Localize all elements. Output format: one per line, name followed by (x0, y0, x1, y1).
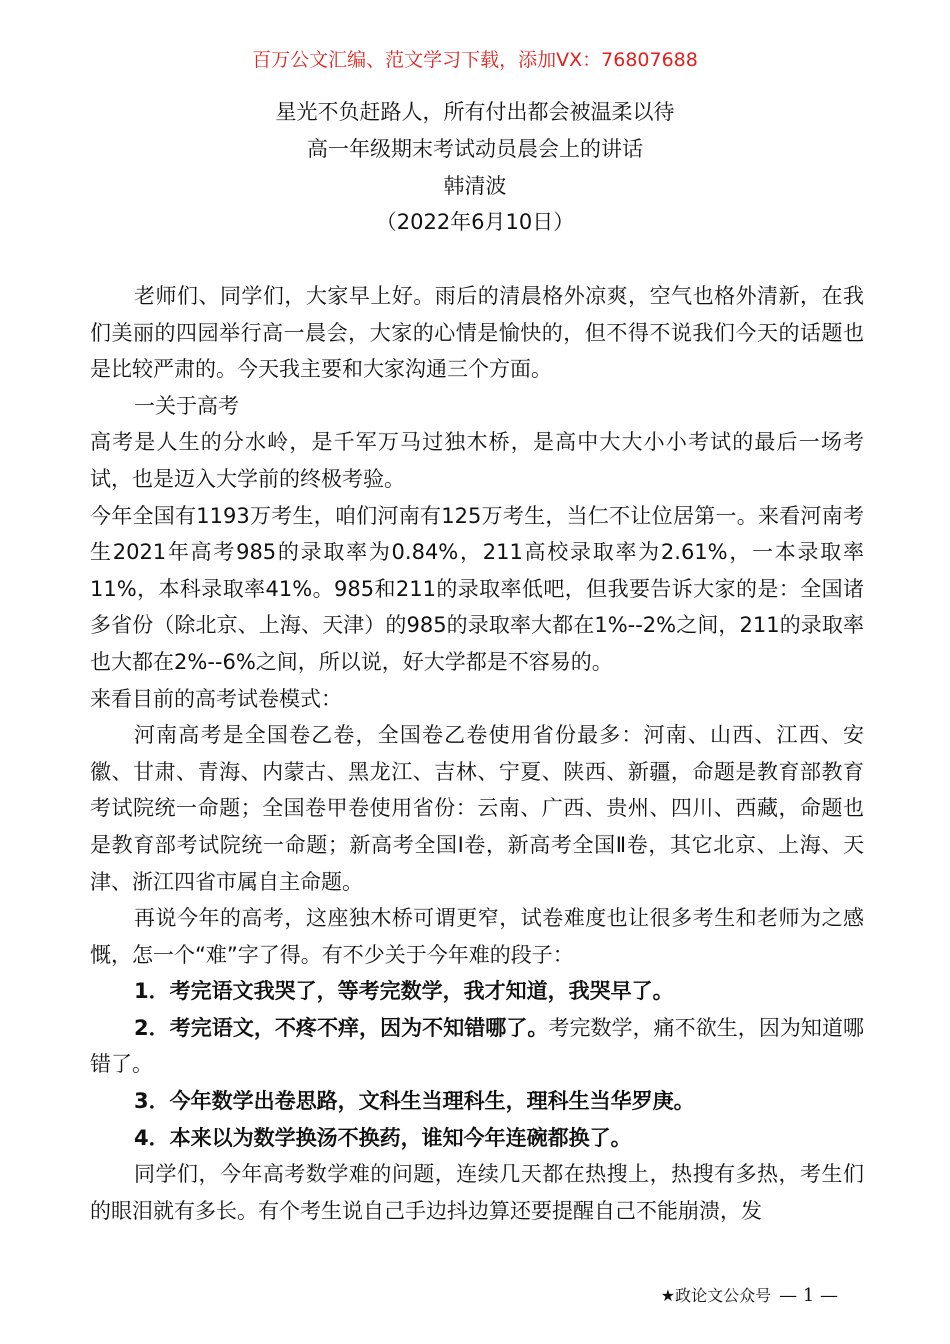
joke-item-4: 4．本来以为数学换汤不换药，谁知今年连碗都换了。 (134, 1125, 632, 1150)
joke-item-2-rest: 考完数学，痛不欲生，因为知道哪错了。 (90, 1015, 864, 1077)
section-heading-gaokao: 一关于高考 (134, 393, 239, 418)
joke-item-3: 3．今年数学出卷思路，文科生当理科生，理科生当华罗庚。 (134, 1089, 695, 1114)
joke-item-1: 1．考完语文我哭了，等考完数学，我才知道，我哭早了。 (134, 979, 674, 1004)
speech-body (90, 278, 864, 1229)
paragraph-gaokao-intro: 高考是人生的分水岭，是千军万马过独木桥，是高中大大小小考试的最后一场考试，也是迈入大学前的终极考验。 (90, 430, 864, 491)
paragraph-exam-mode: 河南高考是全国卷乙卷，全国卷乙卷使用省份最多：河南、山西、江西、安徽、甘肃、青海、内蒙古、黑龙江、吉林、宁夏、陕西、新疆，命题是教育部教育考试院统一命题；全国卷甲卷使用省份：云南、广西、贵州、四川、西藏，命题也是教育部考试院统一命题；新高考全国Ⅰ卷，新高考全国Ⅱ卷，其它北京、上海、天津、浙江四省市属自主命题。 (90, 723, 864, 894)
page-number: — 1 — (779, 1285, 838, 1306)
paragraph-admission-rates: 今年全国有1193万考生，咱们河南有125万考生，当仁不让位居第一。来看河南考生2021年高考985的录取率为0.84%，211高校录取率为2.61%，一本录取率11%，本科录取率41%。985和211的录取率低吧，但我要告诉大家的是：全国诸多省份（除北京、上海、天津）的985的录取率大都在1%--2%之间，211的录取率也大都在2%--6%之间，所以说，好大学都是不容易的。 (90, 503, 864, 674)
speech-author: 韩清波 (443, 174, 507, 198)
promo-banner: 百万公文汇编、范文学习下载，添加VX：76807688 (252, 49, 698, 71)
paragraph-exam-mode-lead: 来看目前的高考试卷模式： (90, 686, 342, 711)
footer-source: ★政论文公众号 (660, 1286, 772, 1305)
paragraph-difficulty: 再说今年的高考，这座独木桥可谓更窄，试卷难度也让很多考生和老师为之感慨，怎一个“难”字了得。有不少关于今年难的段子： (90, 906, 864, 967)
joke-item-2-bold: 2．考完语文，不疼不痒，因为不知错哪了。 (134, 1015, 549, 1040)
speech-title: 星光不负赶路人，所有付出都会被温柔以待 (275, 100, 675, 124)
paragraph-hot-search: 同学们，今年高考数学难的问题，连续几天都在热搜上，热搜有多热，考生们的眼泪就有多长。有个考生说自己手边抖边算还要提醒自己不能崩溃，发 (90, 1162, 864, 1223)
joke-item-2 (90, 1010, 864, 1083)
paragraph-greeting: 老师们、同学们，大家早上好。雨后的清晨格外凉爽，空气也格外清新，在我们美丽的四园举行高一晨会，大家的心情是愉快的，但不得不说我们今天的话题也是比较严肃的。今天我主要和大家沟通三个方面。 (90, 284, 864, 382)
page-footer (661, 1284, 838, 1308)
speech-subtitle: 高一年级期末考试动员晨会上的讲话 (307, 137, 643, 161)
speech-date: （2022年6月10日） (375, 210, 575, 234)
